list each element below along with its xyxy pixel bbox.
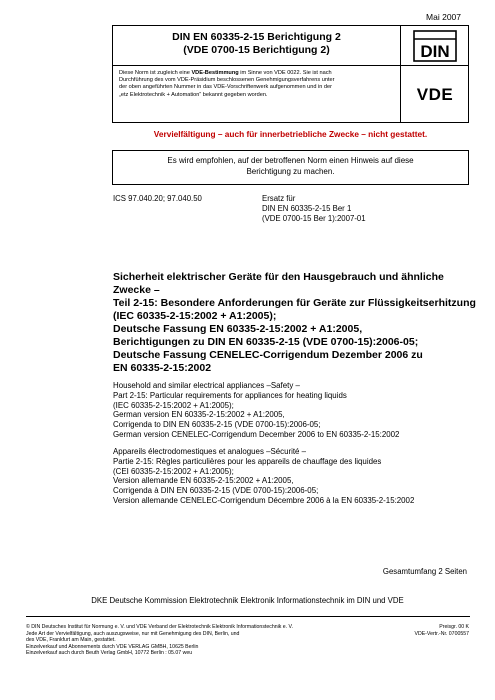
- legal-notice: [26, 624, 293, 657]
- english-title-line: German version CENELEC-Corrigendum December 2006 to EN 60335-2-15:2002: [113, 429, 400, 439]
- german-title-line: Deutsche Fassung CENELEC-Corrigendum Dezember 2006 zu: [113, 349, 423, 361]
- replacement-line: (VDE 0700-15 Ber 1):2007-01: [262, 213, 366, 223]
- replacement-info: [262, 194, 366, 223]
- french-title-line: Corrigenda à DIN EN 60335-2-15 (VDE 0700-15):2006-05;: [113, 486, 319, 496]
- hint-line: Es wird empfohlen, auf der betroffenen Norm einen Hinweis auf diese: [167, 156, 414, 165]
- vde-note-line: „etz Elektrotechnik + Automation“ bekannt gegeben worden.: [119, 91, 268, 98]
- din-logo-icon: [413, 30, 457, 62]
- french-title-line: Version allemande EN 60335-2-15:2002 + A1:2005,: [113, 476, 294, 486]
- legal-line: © DIN Deutsches Institut für Normung e. V. und VDE Verband der Elektrotechnik Elektronik Informationstechnik e. V.: [26, 624, 293, 630]
- french-title-line: Version allemande CENELEC-Corrigendum Décembre 2006 à la EN 60335-2-15:2002: [113, 495, 415, 505]
- ics-code: ICS 97.040.20; 97.040.50: [113, 194, 202, 203]
- english-title-line: Corrigenda to DIN EN 60335-2-15 (VDE 0700-15):2006-05;: [113, 420, 321, 430]
- footer-divider: [26, 616, 470, 617]
- copy-warning: Vervielfältigung – auch für innerbetriebliche Zwecke – nicht gestattet.: [153, 129, 428, 139]
- vde-logo-cell: [401, 66, 469, 123]
- french-title-line: Appareils électrodomestiques et analogues –Sécurité –: [113, 447, 307, 456]
- french-title: [113, 447, 414, 506]
- standard-title-line: DIN EN 60335-2-15 Berichtigung 2: [172, 31, 341, 43]
- legal-line: des VDE, Frankfurt am Main, gestattet.: [26, 637, 116, 643]
- german-title-line: Sicherheit elektrischer Geräte für den Hausgebrauch und ähnliche: [113, 271, 444, 283]
- vde-note-line: Diese Norm ist zugleich eine VDE-Bestimmung im Sinne von VDE 0022. Sie ist nach: [119, 70, 332, 76]
- french-title-line: Partie 2-15: Règles particulières pour les appareils de chauffage des liquides: [113, 456, 382, 466]
- total-pages: Gesamtumfang 2 Seiten: [382, 567, 467, 576]
- standard-title-cell: [113, 26, 401, 66]
- french-title-line: (CEI 60335-2-15:2002 + A1:2005);: [113, 466, 234, 476]
- replacement-line: DIN EN 60335-2-15 Ber 1: [262, 203, 352, 213]
- german-title-line: Deutsche Fassung EN 60335-2-15:2002 + A1:2005,: [113, 323, 363, 335]
- vde-note-cell: [113, 66, 401, 123]
- price-group: Preisgr. 00 K: [439, 624, 469, 630]
- header-frame: [112, 25, 469, 123]
- vde-note-line: Durchführung des vom VDE-Präsidium beschlossenen Genehmigungsverfahrens unter: [119, 77, 335, 84]
- standard-title-line: (VDE 0700-15 Berichtigung 2): [183, 44, 330, 56]
- english-title-line: Household and similar electrical appliances –Safety –: [113, 381, 300, 390]
- vde-logo-icon: VDE: [416, 84, 454, 104]
- german-title-line: EN 60335-2-15:2002: [113, 362, 212, 374]
- german-title-line: Teil 2-15: Besondere Anforderungen für Geräte zur Flüssigkeitserhitzung: [113, 297, 476, 309]
- english-title-line: German version EN 60335-2-15:2002 + A1:2005,: [113, 410, 285, 420]
- issue-date: Mai 2007: [426, 12, 461, 22]
- german-title: [113, 271, 483, 375]
- replacement-line: Ersatz für: [262, 194, 296, 203]
- english-title-line: Part 2-15: Particular requirements for appliances for heating liquids: [113, 390, 347, 400]
- hint-box: [112, 150, 469, 185]
- legal-line: Einzelverkauf auch durch Beuth Verlag GmbH, 10772 Berlin : 05.07 weu: [26, 650, 193, 656]
- dke-line: DKE Deutsche Kommission Elektrotechnik Elektronik Informationstechnik im DIN und VDE: [91, 596, 404, 605]
- german-title-line: Zwecke –: [113, 284, 160, 296]
- german-title-line: (IEC 60335-2-15:2002 + A1:2005);: [113, 310, 277, 322]
- din-logo-cell: [401, 26, 469, 66]
- english-title: [113, 381, 399, 440]
- vde-note-line: der oben angeführten Nummer in das VDE-Vorschriftenwerk aufgenommen und in der: [119, 84, 332, 91]
- legal-line: Jede Art der Vervielfältigung, auch auszugsweise, nur mit Genehmigung des DIN, Berlin, und: [26, 630, 240, 637]
- legal-line: Einzelverkauf und Abonnements durch VDE VERLAG GMBH, 10625 Berlin: [26, 643, 199, 650]
- english-title-line: (IEC 60335-2-15:2002 + A1:2005);: [113, 400, 234, 410]
- vde-contract-number: VDE-Vertr.-Nr. 0700557: [414, 630, 469, 637]
- hint-line: Berichtigung zu machen.: [246, 167, 335, 176]
- din-logo-text: DIN: [420, 41, 450, 61]
- german-title-line: Berichtigungen zu DIN EN 60335-2-15 (VDE 0700-15):2006-05;: [113, 336, 419, 348]
- price-info: [415, 624, 470, 637]
